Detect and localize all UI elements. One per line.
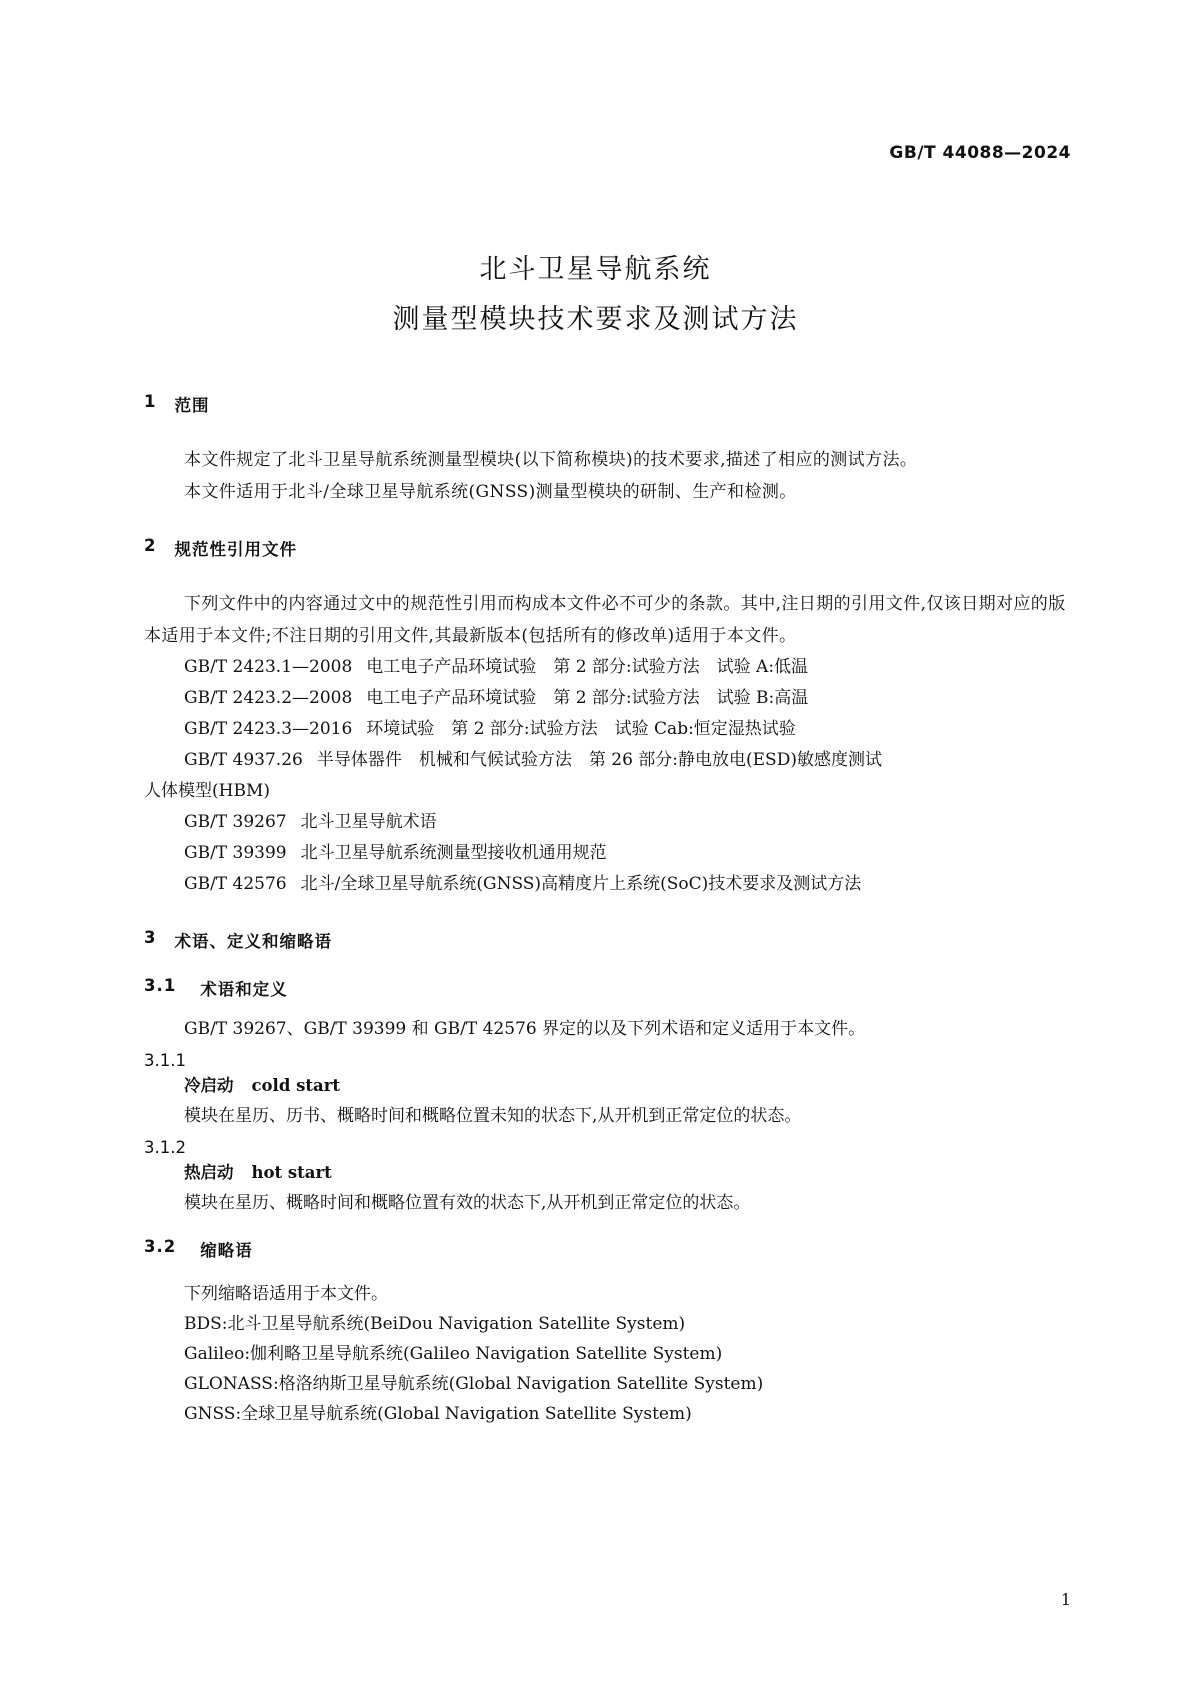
subsection-3-2-heading (144, 1237, 1072, 1261)
term-definition: 模块在星历、概略时间和概略位置有效的状态下,从开机到正常定位的状态。 (184, 1193, 751, 1213)
reference-code: GB/T 4937.26 (184, 750, 303, 770)
subsection-number: 3.1 (144, 976, 177, 995)
term-english: cold start (251, 1076, 341, 1095)
term-chinese: 冷启动 (184, 1076, 234, 1095)
document-title (0, 245, 1191, 345)
title-line-1: 北斗卫星导航系统 (479, 254, 712, 285)
term-entry (144, 1070, 1072, 1101)
abbreviation-item: GNSS:全球卫星导航系统(Global Navigation Satellite System) (184, 1404, 692, 1424)
section-3-heading (144, 928, 1072, 952)
standard-code: GB/T 44088—2024 (889, 143, 1071, 163)
section-number: 1 (144, 392, 157, 411)
abbreviation-item: GLONASS:格洛纳斯卫星导航系统(Global Navigation Satellite System) (184, 1374, 764, 1394)
reference-item (144, 745, 1072, 776)
reference-item (144, 838, 1072, 869)
section-number: 2 (144, 536, 157, 555)
paragraph: GB/T 39267、GB/T 39399 和 GB/T 42576 界定的以及下列术语和定义适用于本文件。 (184, 1019, 866, 1039)
abbreviation-item: BDS:北斗卫星导航系统(BeiDou Navigation Satellite System) (184, 1314, 686, 1334)
page-number: 1 (1060, 1590, 1071, 1609)
reference-title: 北斗/全球卫星导航系统(GNSS)高精度片上系统(SoC)技术要求及测试方法 (300, 874, 862, 894)
subsection-title: 术语和定义 (200, 980, 288, 999)
reference-code: GB/T 42576 (184, 874, 287, 894)
term-number: 3.1.2 (144, 1138, 186, 1157)
document-body (144, 392, 1072, 1429)
reference-item (144, 683, 1072, 714)
term-english: hot start (251, 1163, 332, 1182)
section-title: 术语、定义和缩略语 (174, 932, 332, 951)
paragraph: 本文件规定了北斗卫星导航系统测量型模块(以下简称模块)的技术要求,描述了相应的测试方法。 (184, 450, 918, 470)
reference-code: GB/T 2423.3—2016 (184, 719, 353, 739)
paragraph: 下列缩略语适用于本文件。 (184, 1284, 388, 1304)
section-title: 范围 (174, 396, 210, 415)
reference-code: GB/T 39399 (184, 843, 287, 863)
reference-item (144, 714, 1072, 745)
section-title: 规范性引用文件 (174, 540, 297, 559)
reference-code: GB/T 39267 (184, 812, 287, 832)
section-number: 3 (144, 928, 157, 947)
paragraph: 下列文件中的内容通过文中的规范性引用而构成本文件必不可少的条款。其中,注日期的引用文件,仅该日期对应的版本适用于本文件;不注日期的引用文件,其最新版本(包括所有的修改单)适用于本文件。 (144, 594, 1066, 646)
term-number: 3.1.1 (144, 1051, 186, 1070)
term-entry (144, 1157, 1072, 1188)
reference-item (144, 869, 1072, 900)
reference-continuation: 人体模型(HBM) (144, 781, 270, 801)
abbreviation-item: Galileo:伽利略卫星导航系统(Galileo Navigation Satellite System) (184, 1344, 723, 1364)
section-2-heading (144, 536, 1072, 560)
reference-code: GB/T 2423.2—2008 (184, 688, 353, 708)
reference-title: 电工电子产品环境试验 第 2 部分:试验方法 试验 B:高温 (366, 688, 809, 708)
reference-title: 半导体器件 机械和气候试验方法 第 26 部分:静电放电(ESD)敏感度测试 (316, 750, 882, 770)
term-chinese: 热启动 (184, 1163, 234, 1182)
reference-title: 电工电子产品环境试验 第 2 部分:试验方法 试验 A:低温 (366, 657, 809, 677)
subsection-number: 3.2 (144, 1237, 177, 1256)
reference-item (144, 652, 1072, 683)
subsection-3-1-heading (144, 976, 1072, 1000)
term-definition: 模块在星历、历书、概略时间和概略位置未知的状态下,从开机到正常定位的状态。 (184, 1106, 802, 1126)
title-line-2: 测量型模块技术要求及测试方法 (392, 304, 799, 335)
reference-title: 环境试验 第 2 部分:试验方法 试验 Cab:恒定湿热试验 (366, 719, 796, 739)
reference-title: 北斗卫星导航术语 (300, 812, 437, 832)
reference-item (144, 807, 1072, 838)
subsection-title: 缩略语 (200, 1241, 253, 1260)
paragraph: 本文件适用于北斗/全球卫星导航系统(GNSS)测量型模块的研制、生产和检测。 (184, 482, 797, 502)
reference-code: GB/T 2423.1—2008 (184, 657, 353, 677)
section-1-heading (144, 392, 1072, 416)
reference-title: 北斗卫星导航系统测量型接收机通用规范 (300, 843, 607, 863)
